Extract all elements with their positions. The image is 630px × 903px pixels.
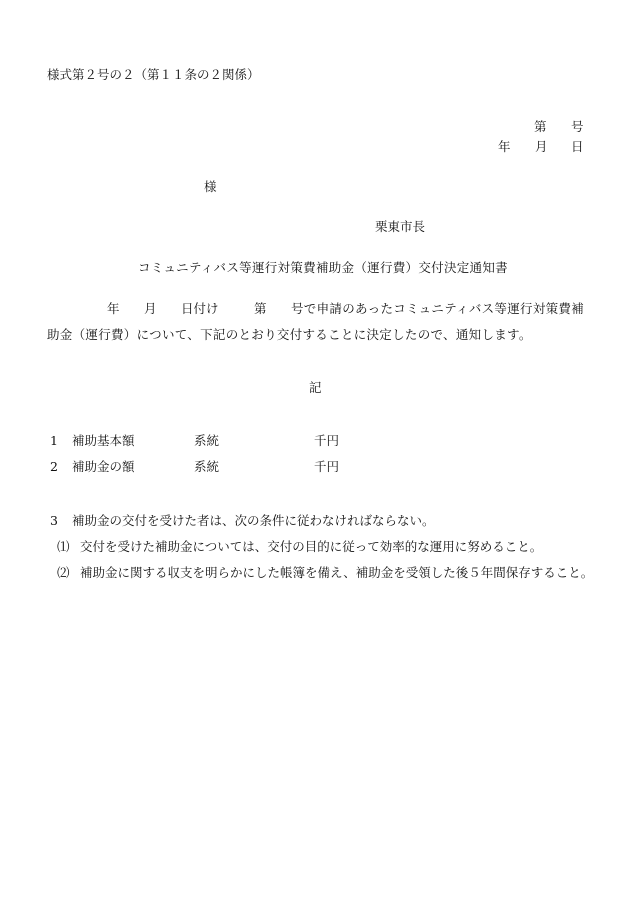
item-unit-yen: 千円 [314, 433, 340, 448]
date-month: 月 [535, 139, 548, 154]
body-line1: 号で申請のあったコミュニティバス等運行対策費補 [291, 301, 585, 316]
issuer: 栗東市長 [375, 219, 426, 234]
condition-number: 3 [50, 513, 58, 528]
form-reference: 様式第２号の２（第１１条の２関係） [47, 67, 260, 82]
doc-number-go: 号 [571, 119, 584, 134]
subcondition-text: 補助金に関する収支を明らかにした帳簿を備え、補助金を受領した後５年間保存すること。 [80, 565, 594, 580]
addressee-suffix: 様 [204, 179, 217, 194]
condition-text: 補助金の交付を受けた者は、次の条件に従わなければならない。 [72, 513, 435, 528]
subcondition-number: ⑴ [57, 539, 70, 554]
item-unit-yen: 千円 [314, 459, 340, 474]
subcondition-number: ⑵ [57, 565, 70, 580]
item-unit-routes: 系統 [194, 459, 220, 474]
body-dated: 日付け [181, 301, 219, 316]
body-year: 年 [107, 301, 120, 316]
date-day: 日 [571, 139, 584, 154]
body-month: 月 [144, 301, 157, 316]
item-label: 補助金の額 [72, 459, 135, 474]
document-title: コミュニティバス等運行対策費補助金（運行費）交付決定通知書 [138, 260, 508, 275]
subcondition-text: 交付を受けた補助金については、交付の目的に従って効率的な運用に努めること。 [80, 539, 543, 554]
item-unit-routes: 系統 [194, 433, 220, 448]
body-dai: 第 [254, 301, 267, 316]
item-number: 1 [50, 433, 58, 448]
item-label: 補助基本額 [72, 433, 135, 448]
doc-number-dai: 第 [534, 119, 547, 134]
date-year: 年 [498, 139, 511, 154]
ki-heading: 記 [309, 380, 322, 395]
body-line2: 助金（運行費）について、下記のとおり交付することに決定したので、通知します。 [47, 327, 532, 342]
item-number: 2 [50, 459, 58, 474]
